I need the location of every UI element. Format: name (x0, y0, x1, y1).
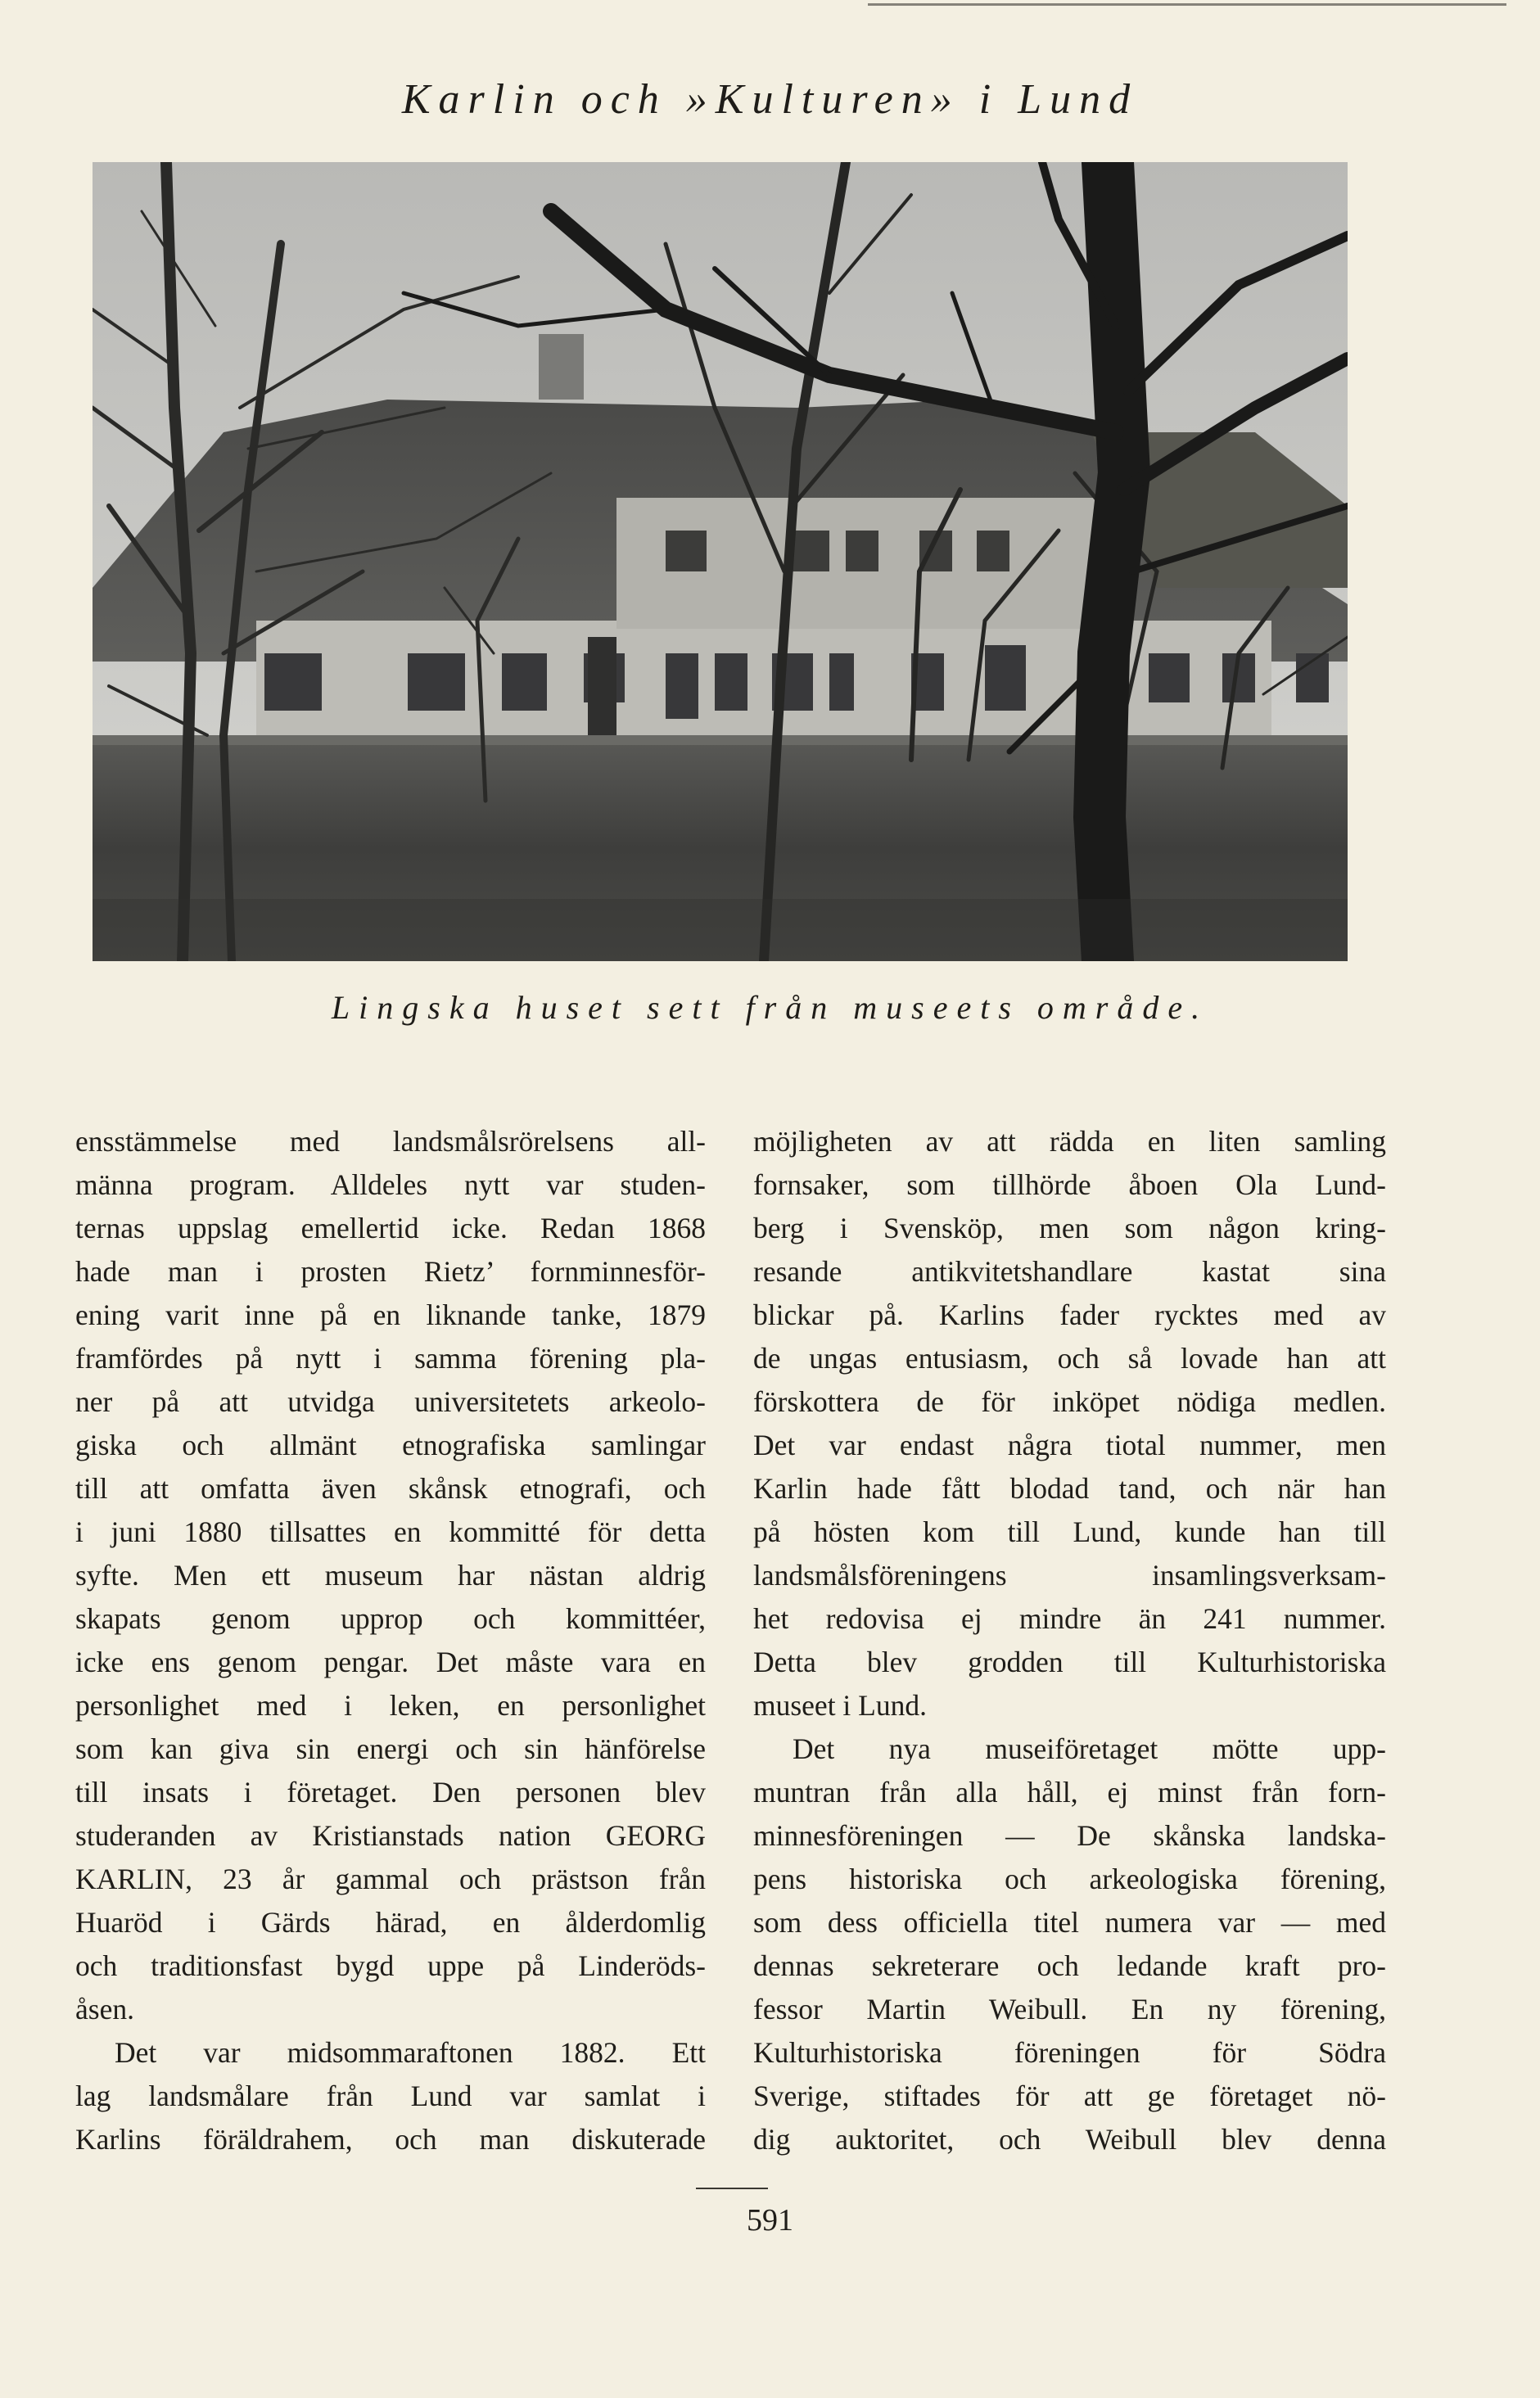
text-line: hade man i prosten Rietz’ fornminnesför- (75, 1255, 706, 1288)
text-line: Huaröd i Gärds härad, en ålderdomlig (75, 1906, 706, 1939)
text-line: som dess officiella titel numera var — med (753, 1906, 1386, 1939)
text-line: ening varit inne på en liknande tanke, 1879 (75, 1298, 706, 1331)
text-line: dig auktoritet, och Weibull blev denna (753, 2123, 1386, 2156)
text-line: ner på att utvidga universitetets arkeolo- (75, 1385, 706, 1418)
text-line: åsen. (75, 1993, 134, 2025)
text-line: de ungas entusiasm, och så lovade han att (753, 1342, 1386, 1375)
text-line: i juni 1880 tillsattes en kommitté för detta (75, 1515, 706, 1548)
text-line: framfördes på nytt i samma förening pla- (75, 1342, 706, 1375)
text-line: landsmålsföreningens insamlingsverksam- (753, 1559, 1386, 1592)
text-column-right (753, 1120, 1386, 2161)
person-name-smallcaps: GEORG (605, 1819, 706, 1852)
text-line: Sverige, stiftades för att ge företaget nö- (753, 2080, 1386, 2112)
photograph-lingska-huset (93, 162, 1348, 961)
text-line: het redovisa ej mindre än 241 nummer. (753, 1602, 1386, 1635)
text-line: på hösten kom till Lund, kunde han till (753, 1515, 1386, 1548)
text-line: Det nya museiföretaget mötte upp- (793, 1732, 1386, 1765)
text-line: KARLIN, 23 år gammal och prästson från (75, 1863, 706, 1895)
text-line: ternas uppslag emellertid icke. Redan 1868 (75, 1212, 706, 1244)
text-line: som kan giva sin energi och sin hänförelse (75, 1732, 706, 1765)
text-line: fornsaker, som tillhörde åboen Ola Lund- (753, 1168, 1386, 1201)
text-line-with-name (75, 1814, 706, 1858)
text-line: minnesföreningen — De skånska landska- (753, 1819, 1386, 1852)
text-line: och traditionsfast bygd uppe på Linderöds- (75, 1949, 706, 1982)
folio-rule (696, 2188, 768, 2189)
text-line: till att omfatta även skånsk etnografi, och (75, 1472, 706, 1505)
text-line: berg i Svensköp, men som någon kring- (753, 1212, 1386, 1244)
text-line: museet i Lund. (753, 1689, 927, 1722)
text-line: Det var midsommaraftonen 1882. Ett (115, 2036, 706, 2069)
text-line: resande antikvitetshandlare kastat sina (753, 1255, 1386, 1288)
photo-caption: Lingska huset sett från museets område. (331, 989, 1209, 1026)
text-line: Det var endast några tiotal nummer, men (753, 1429, 1386, 1461)
text-line: männa program. Alldeles nytt var studen- (75, 1168, 706, 1201)
text-line: blickar på. Karlins fader rycktes med av (753, 1298, 1386, 1331)
top-edge-rule (868, 3, 1506, 6)
text-column-left (75, 1120, 706, 2161)
text-line: till insats i företaget. Den personen blev (75, 1776, 706, 1809)
text-line: ensstämmelse med landsmålsrörelsens all- (75, 1125, 706, 1158)
text-line: dennas sekreterare och ledande kraft pro- (753, 1949, 1386, 1982)
text-line: giska och allmänt etnografiska samlingar (75, 1429, 706, 1461)
page-number: 591 (747, 2203, 793, 2238)
text-line: muntran från alla håll, ej minst från forn- (753, 1776, 1386, 1809)
text-line: pens historiska och arkeologiska förening, (753, 1863, 1386, 1895)
text-line: Detta blev grodden till Kulturhistoriska (753, 1646, 1386, 1678)
text-run: studeranden av Kristianstads nation (75, 1819, 606, 1852)
text-line: skapats genom upprop och kommittéer, (75, 1602, 706, 1635)
text-line: personlighet med i leken, en personlighet (75, 1689, 706, 1722)
text-line: förskottera de för inköpet nödiga medlen. (753, 1385, 1386, 1418)
text-line: syfte. Men ett museum har nästan aldrig (75, 1559, 706, 1592)
text-line: Karlin hade fått blodad tand, och när han (753, 1472, 1386, 1505)
text-line: Karlins föräldrahem, och man diskuterade (75, 2123, 706, 2156)
text-line: Kulturhistoriska föreningen för Södra (753, 2036, 1386, 2069)
running-title: Karlin och »Kulturen» i Lund (401, 76, 1139, 123)
text-line: lag landsmålare från Lund var samlat i (75, 2080, 706, 2112)
text-line: fessor Martin Weibull. En ny förening, (753, 1993, 1386, 2025)
text-line: icke ens genom pengar. Det måste vara en (75, 1646, 706, 1678)
text-line: möjligheten av att rädda en liten samling (753, 1125, 1386, 1158)
